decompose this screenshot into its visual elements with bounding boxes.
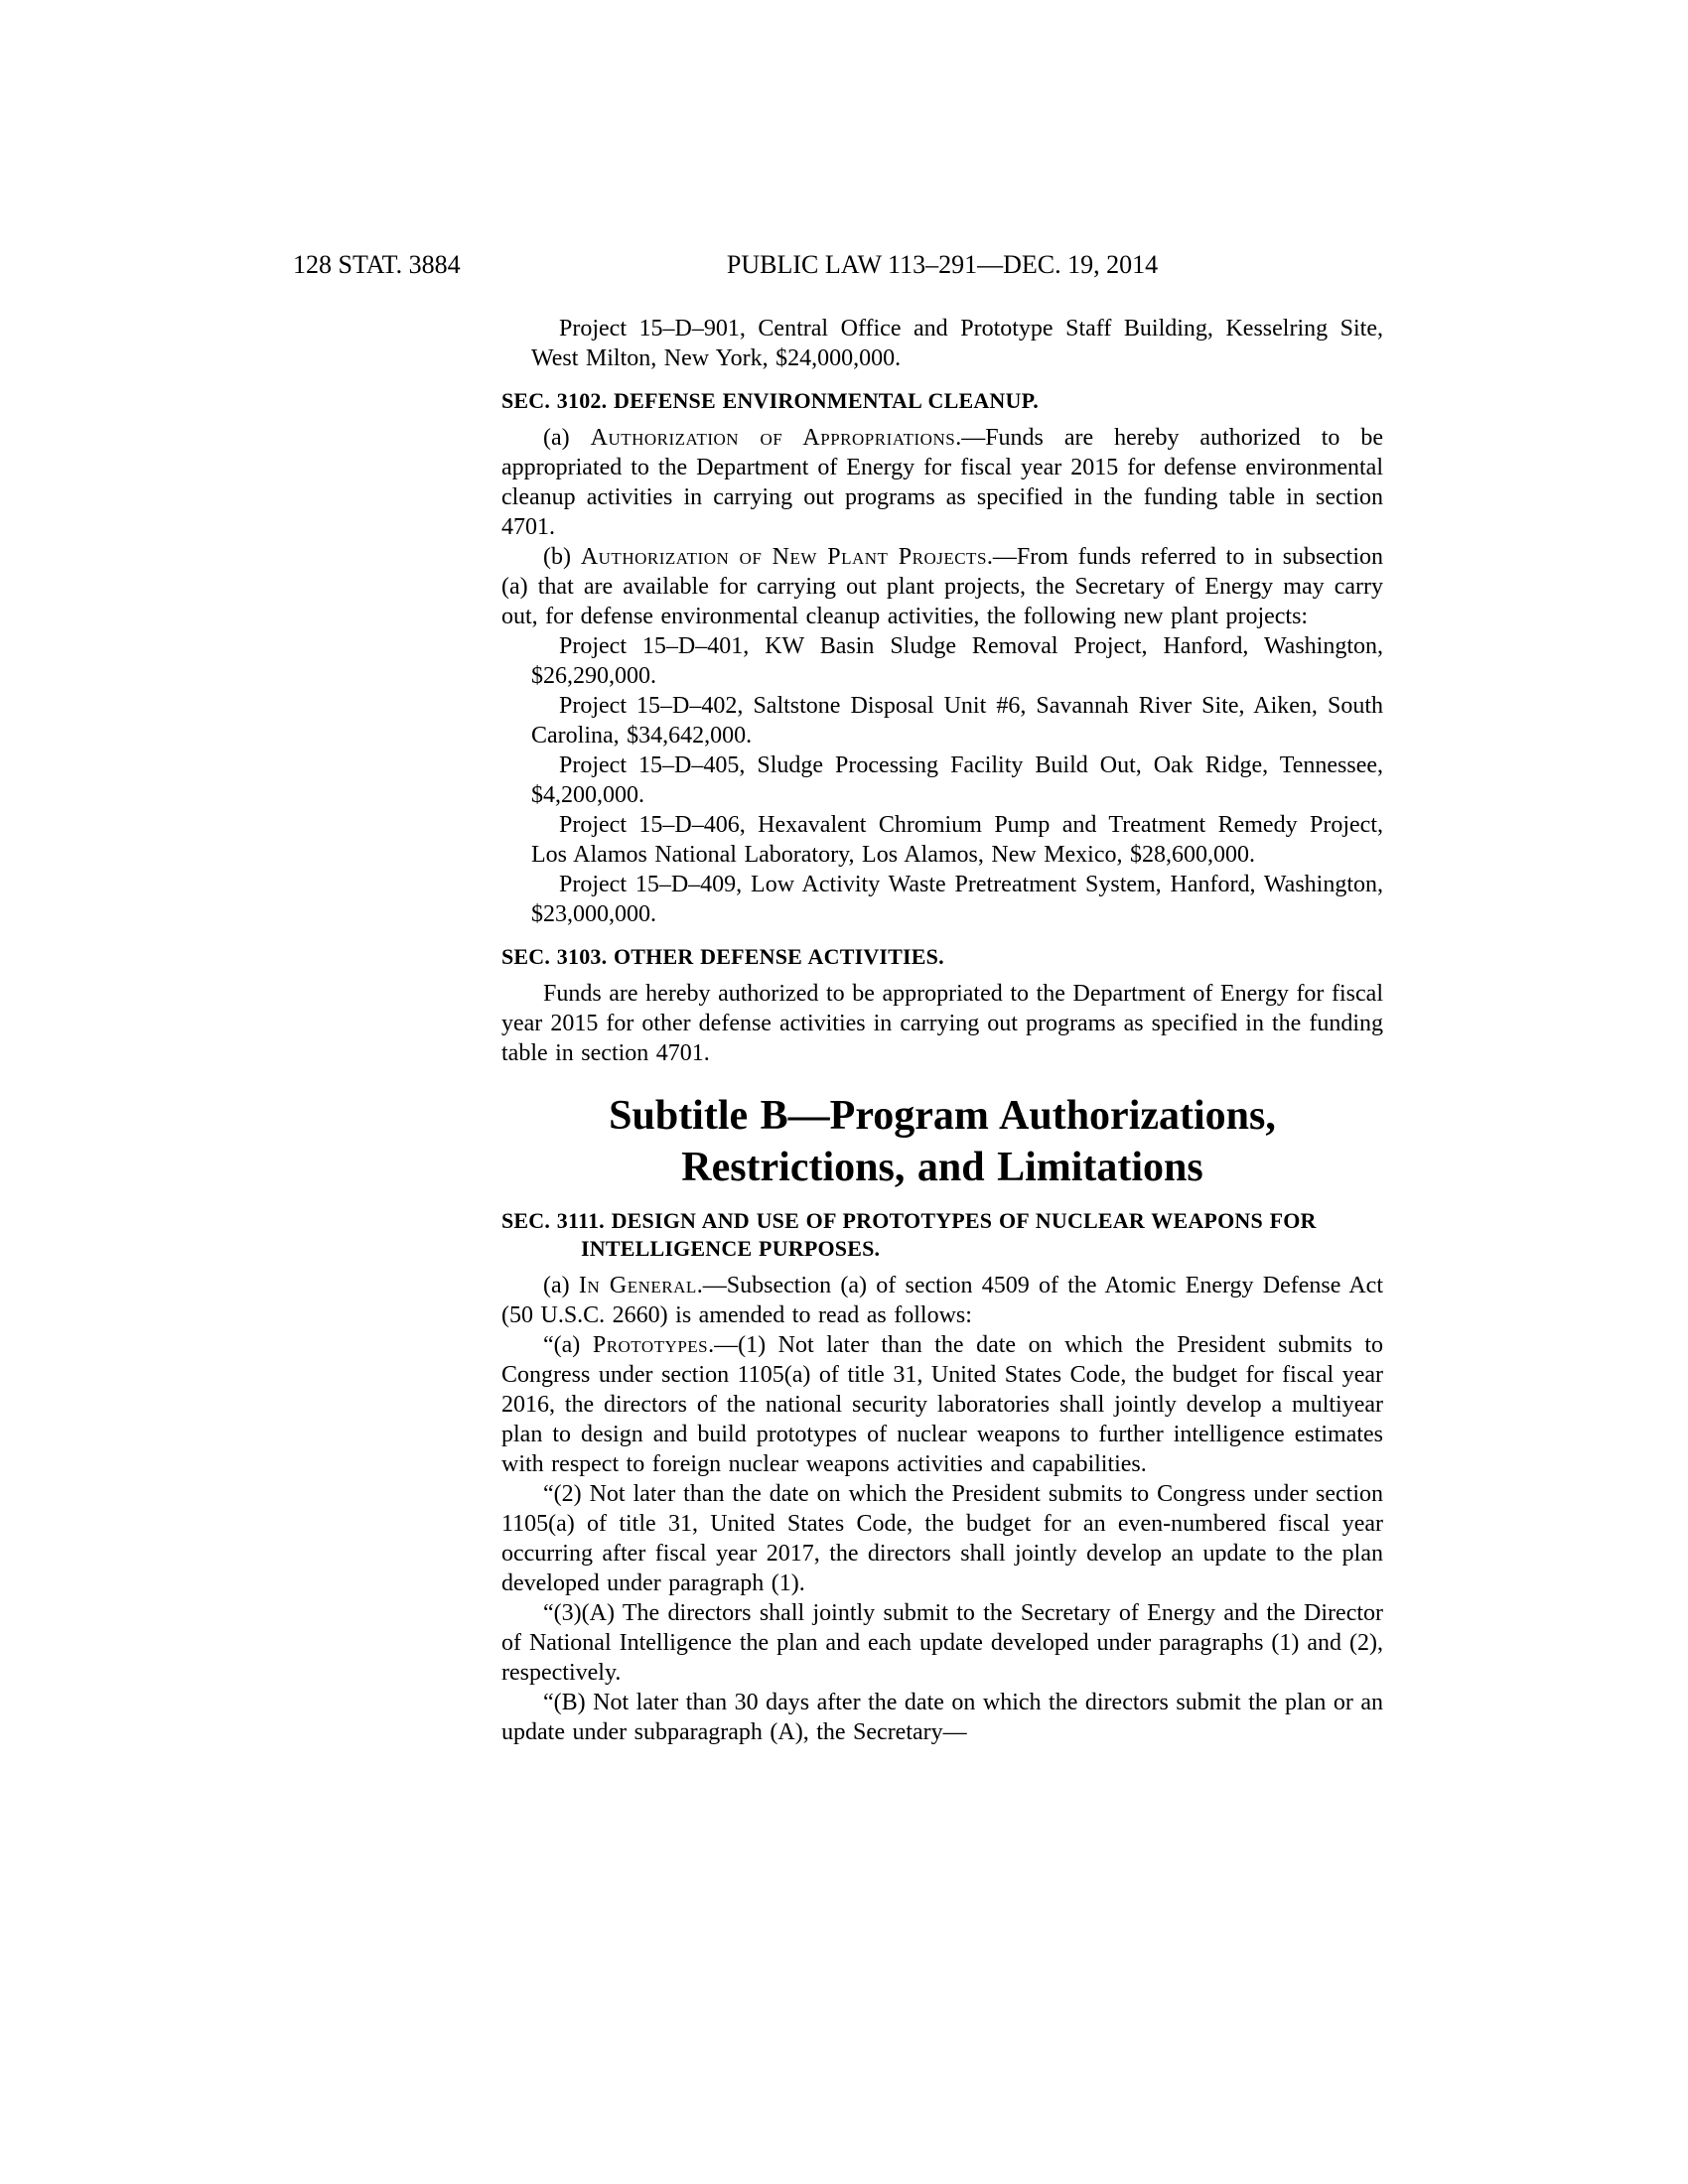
text-segment: .—Funds are hereby authorized to be appropriated to the Department of Energy for fiscal year 2015 for defense environmental cleanup activities in carrying out programs as specified in the funding table in section 4701. xyxy=(501,425,1383,540)
small-caps-text: Authorization of New Plant Projects xyxy=(580,544,987,570)
document-content xyxy=(501,314,1383,1747)
section-heading xyxy=(501,387,1383,415)
project-item xyxy=(501,810,1383,870)
text-segment: SEC. 3102. DEFENSE ENVIRONMENTAL CLEANUP. xyxy=(501,388,1039,413)
text-segment: “(3)(A) The directors shall jointly submit to the Secretary of Energy and the Director of National Intelligence the plan and each update developed under paragraphs (1) and (2), respectively. xyxy=(501,1600,1383,1686)
project-item xyxy=(501,631,1383,691)
text-segment: Project 15–D–406, Hexavalent Chromium Pump and Treatment Remedy Project, Los Alamos National Laboratory, Los Alamos, New Mexico, $28,600,000. xyxy=(531,812,1383,868)
text-segment: Project 15–D–402, Saltstone Disposal Unit #6, Savannah River Site, Aiken, South Carolina, $34,642,000. xyxy=(531,693,1383,749)
text-segment: (b) xyxy=(543,544,581,570)
paragraph xyxy=(501,542,1383,631)
text-segment: .—Subsection (a) of section 4509 of the Atomic Energy Defense Act (50 U.S.C. 2660) is amended to read as follows: xyxy=(501,1273,1384,1328)
text-segment: Funds are hereby authorized to be appropriated to the Department of Energy for fiscal year 2015 for other defense activities in carrying out programs as specified in the funding table in section 4701. xyxy=(501,981,1383,1066)
subtitle-line: Restrictions, and Limitations xyxy=(681,1145,1203,1190)
text-segment: SEC. 3103. OTHER DEFENSE ACTIVITIES. xyxy=(501,944,944,969)
section-heading xyxy=(501,1207,1383,1263)
project-item xyxy=(501,751,1383,810)
small-caps-text: Authorization of Appropriations xyxy=(590,425,956,451)
paragraph xyxy=(501,979,1383,1068)
text-segment: Project 15–D–409, Low Activity Waste Pretreatment System, Hanford, Washington, $23,000,000. xyxy=(531,872,1383,927)
paragraph xyxy=(501,1598,1383,1688)
text-segment: .—(1) Not later than the date on which the President submits to Congress under section 1105(a) of title 31, United States Code, the budget for fiscal year 2016, the directors of the national security laboratories shall jointly develop a multiyear plan to design and build prototypes of nuclear weapons to further intelligence estimates with respect to foreign nuclear weapons activities and capabilities. xyxy=(501,1332,1384,1477)
text-segment: “(a) xyxy=(543,1332,593,1358)
section-heading xyxy=(501,943,1383,971)
paragraph xyxy=(501,1271,1383,1330)
paragraph xyxy=(501,1688,1383,1747)
paragraph xyxy=(501,423,1383,542)
law-citation: PUBLIC LAW 113–291—DEC. 19, 2014 xyxy=(726,250,1159,279)
text-segment: SEC. 3111. DESIGN AND USE OF PROTOTYPES OF NUCLEAR WEAPONS FOR INTELLIGENCE PURPOSES. xyxy=(501,1208,1317,1261)
text-segment: (a) xyxy=(543,1273,579,1298)
small-caps-text: Prototypes xyxy=(592,1332,709,1358)
stat-page-number: 128 STAT. 3884 xyxy=(293,250,461,279)
project-item xyxy=(501,870,1383,929)
text-segment: Project 15–D–405, Sludge Processing Facility Build Out, Oak Ridge, Tennessee, $4,200,000. xyxy=(531,752,1383,808)
subtitle-heading xyxy=(501,1090,1383,1193)
subtitle-line: Subtitle B—Program Authorizations, xyxy=(609,1093,1276,1139)
text-segment: Project 15–D–901, Central Office and Prototype Staff Building, Kesselring Site, West Milton, New York, $24,000,000. xyxy=(531,316,1383,371)
text-segment: “(B) Not later than 30 days after the date on which the directors submit the plan or an update under subparagraph (A), the Secretary— xyxy=(501,1690,1383,1745)
text-segment: (a) xyxy=(543,425,591,451)
project-item xyxy=(501,314,1383,373)
small-caps-text: In General xyxy=(578,1273,697,1298)
paragraph xyxy=(501,1330,1383,1479)
running-head xyxy=(501,250,1383,280)
text-segment: .—From funds referred to in subsection (a) that are available for carrying out plant projects, the Secretary of Energy may carry out, for defense environmental cleanup activities, the following new plant projects: xyxy=(501,544,1384,629)
text-segment: “(2) Not later than the date on which the President submits to Congress under section 1105(a) of title 31, United States Code, the budget for an even-numbered fiscal year occurring after fiscal year 2017, the directors shall jointly develop an update to the plan developed under paragraph (1). xyxy=(501,1481,1383,1596)
project-item xyxy=(501,691,1383,751)
paragraph xyxy=(501,1479,1383,1598)
text-segment: Project 15–D–401, KW Basin Sludge Removal Project, Hanford, Washington, $26,290,000. xyxy=(531,633,1383,689)
